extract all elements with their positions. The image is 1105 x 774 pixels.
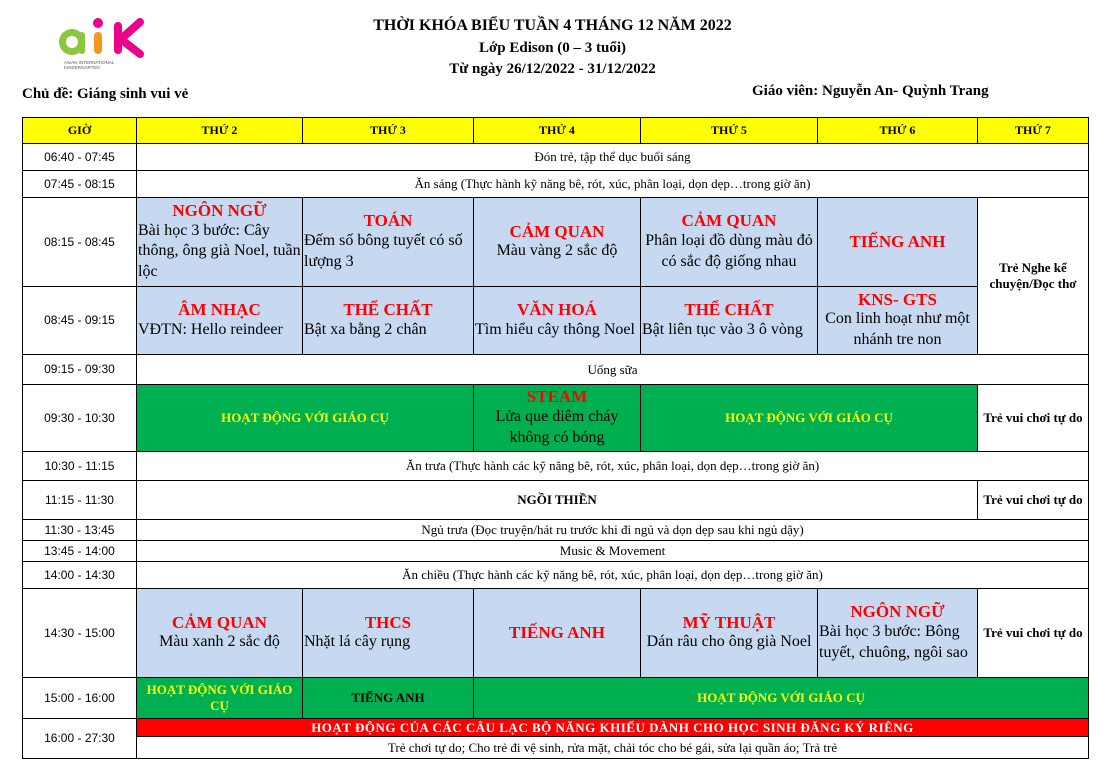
- lesson-subject: TIẾNG ANH: [509, 623, 605, 643]
- lesson-cell: [137, 589, 303, 678]
- lesson-subject: THCS: [364, 612, 412, 632]
- time-cell: 06:40 - 07:45: [23, 144, 137, 171]
- row-activity: Đón trẻ, tập thể dục buổi sáng: [137, 144, 1089, 171]
- topic-label: Chủ đề: Giáng sinh vui vẻ: [22, 86, 189, 102]
- saturday-activity: Trẻ vui chơi tự do: [978, 481, 1089, 520]
- lesson-cell: [303, 287, 474, 355]
- lesson-desc: Bài học 3 bước: Bông tuyết, chuông, ngôi sao: [819, 622, 968, 661]
- lesson-cell: [474, 287, 641, 355]
- time-cell: 13:45 - 14:00: [23, 541, 137, 562]
- lesson-subject: THỂ CHẤT: [343, 300, 433, 320]
- lesson-subject: NGÔN NGỮ: [172, 201, 267, 221]
- lesson-cell: [137, 287, 303, 355]
- lesson-subject: NGÔN NGỮ: [850, 602, 945, 622]
- lesson-cell: [818, 589, 978, 678]
- lesson-desc: Màu xanh 2 sắc độ: [159, 633, 280, 651]
- row-activity: Ngủ trưa (Đọc truyện/hát ru trước khi đi ngủ và dọn dẹp sau khi ngủ dậy): [137, 520, 1089, 541]
- activity-block: HOẠT ĐỘNG VỚI GIÁO CỤ: [474, 678, 1089, 719]
- english-block: TIẾNG ANH: [303, 678, 474, 719]
- lesson-subject: KNS- GTS: [858, 289, 937, 309]
- time-cell: 11:30 - 13:45: [23, 520, 137, 541]
- lesson-cell: [303, 198, 474, 287]
- logo-line2: KINDERGARTEN: [64, 65, 100, 70]
- time-cell: 14:30 - 15:00: [23, 589, 137, 678]
- activity-block: HOẠT ĐỘNG VỚI GIÁO CỤ: [641, 385, 978, 452]
- lesson-subject: TOÁN: [363, 211, 413, 231]
- saturday-activity: Trẻ Nghe kể chuyện/Đọc thơ: [978, 198, 1089, 355]
- lesson-desc: Nhặt lá cây rụng: [304, 633, 411, 651]
- time-cell: 10:30 - 11:15: [23, 452, 137, 481]
- lesson-desc: Bật liên tục vào 3 ô vòng: [642, 320, 803, 338]
- time-cell: 15:00 - 16:00: [23, 678, 137, 719]
- lesson-subject: CẢM QUAN: [509, 221, 605, 241]
- lesson-cell: [641, 287, 818, 355]
- column-header-wed: THỨ 4: [474, 118, 641, 144]
- table-row: [23, 385, 1089, 452]
- lesson-desc: Bài học 3 bước: Cây thông, ông già Noel, tuần lộc: [138, 221, 301, 281]
- class-name: Lớp Edison (0 – 3 tuổi): [478, 40, 627, 56]
- lesson-subject: CẢM QUAN: [681, 211, 777, 231]
- lesson-subject: MỸ THUẬT: [682, 612, 776, 632]
- time-cell: 07:45 - 08:15: [23, 171, 137, 198]
- table-row: [23, 355, 1089, 385]
- table-row: [23, 171, 1089, 198]
- date-range: Từ ngày 26/12/2022 - 31/12/2022: [449, 61, 656, 77]
- row-activity: Music & Movement: [137, 541, 1089, 562]
- table-row: [23, 452, 1089, 481]
- lesson-cell: [137, 198, 303, 287]
- lesson-cell: [303, 589, 474, 678]
- table-row: [23, 678, 1089, 719]
- row-activity: Ăn trưa (Thực hành các kỹ năng bê, rót, xúc, phân loại, dọn dẹp…trong giờ ăn): [137, 452, 1089, 481]
- lesson-cell: [818, 198, 978, 287]
- lesson-subject: ÂM NHẠC: [178, 300, 261, 320]
- table-row: [23, 481, 1089, 520]
- lesson-cell: [641, 589, 818, 678]
- lesson-desc: Màu vàng 2 sắc độ: [496, 242, 618, 260]
- lesson-subject: TIẾNG ANH: [849, 232, 946, 252]
- time-cell: 11:15 - 11:30: [23, 481, 137, 520]
- lesson-desc: Tìm hiểu cây thông Noel: [475, 320, 635, 338]
- table-row: [23, 541, 1089, 562]
- column-header-thu: THỨ 5: [641, 118, 818, 144]
- lesson-desc: Con linh hoạt như một nhánh tre non: [825, 310, 970, 349]
- activity-block: HOẠT ĐỘNG VỚI GIÁO CỤ: [137, 385, 474, 452]
- saturday-activity: Trẻ vui chơi tự do: [978, 385, 1089, 452]
- logo-letters: AIK: [54, 8, 56, 9]
- logo-line1: ASIAN INTERNATIONAL: [64, 60, 115, 65]
- timetable: [22, 117, 1089, 759]
- table-row: [23, 737, 1089, 759]
- lesson-cell: [474, 198, 641, 287]
- header-row: [23, 118, 1089, 144]
- row-activity: Uống sữa: [137, 355, 1089, 385]
- table-row: [23, 144, 1089, 171]
- column-header-fri: THỨ 6: [818, 118, 978, 144]
- time-cell: 14:00 - 14:30: [23, 562, 137, 589]
- table-row: [23, 198, 1089, 287]
- teacher-label: Giáo viên: Nguyễn An- Quỳnh Trang: [752, 83, 989, 99]
- table-row: [23, 562, 1089, 589]
- activity-block: HOẠT ĐỘNG VỚI GIÁO CỤ: [137, 678, 303, 719]
- steam-cell: [474, 385, 641, 452]
- column-header-time: GIỜ: [23, 118, 137, 144]
- lesson-desc: Đếm số bông tuyết có số lượng 3: [304, 231, 463, 270]
- row-activity: Ăn chiều (Thực hành các kỹ năng bê, rót, xúc, phân loại, dọn dẹp…trong giờ ăn): [137, 562, 1089, 589]
- table-row: [23, 287, 1089, 355]
- lesson-desc: Lửa que diêm cháy không có bóng: [495, 407, 619, 446]
- time-cell: 09:30 - 10:30: [23, 385, 137, 452]
- lesson-subject: VĂN HOÁ: [517, 300, 597, 320]
- lesson-desc: Bật xa bằng 2 chân: [304, 320, 427, 338]
- schedule-title: THỜI KHÓA BIỂU TUẦN 4 THÁNG 12 NĂM 2022: [373, 17, 732, 34]
- lesson-desc: Dán râu cho ông già Noel: [646, 633, 812, 651]
- time-cell: 08:15 - 08:45: [23, 198, 137, 287]
- club-banner: HOẠT ĐỘNG CỦA CÁC CÂU LẠC BỘ NĂNG KHIẾU DÀNH CHO HỌC SINH ĐĂNG KÝ RIÊNG: [137, 719, 1089, 737]
- time-cell: 08:45 - 09:15: [23, 287, 137, 355]
- meditation-block: NGỒI THIỀN: [137, 481, 978, 520]
- row-activity: Ăn sáng (Thực hành kỹ năng bê, rót, xúc, phân loại, dọn dẹp…trong giờ ăn): [137, 171, 1089, 198]
- column-header-tue: THỨ 3: [303, 118, 474, 144]
- lesson-cell: [641, 198, 818, 287]
- row-activity: Trẻ chơi tự do; Cho trẻ đi vệ sinh, rửa mặt, chải tóc cho bé gái, sửa lại quần áo; Trả trẻ: [137, 737, 1089, 759]
- time-cell: 16:00 - 27:30: [23, 719, 137, 759]
- column-header-sat: THỨ 7: [978, 118, 1089, 144]
- lesson-subject: THỂ CHẤT: [684, 300, 774, 320]
- lesson-desc: VĐTN: Hello reindeer: [138, 320, 283, 338]
- lesson-cell: [818, 287, 978, 355]
- time-cell: 09:15 - 09:30: [23, 355, 137, 385]
- lesson-desc: Phân loại đồ dùng màu đỏ có sắc độ giống nhau: [645, 231, 813, 270]
- column-header-mon: THỨ 2: [137, 118, 303, 144]
- table-row: [23, 719, 1089, 737]
- lesson-cell: [474, 589, 641, 678]
- lesson-subject: STEAM: [526, 387, 588, 407]
- table-row: [23, 589, 1089, 678]
- table-row: [23, 520, 1089, 541]
- lesson-subject: CẢM QUAN: [172, 612, 267, 632]
- saturday-activity: Trẻ vui chơi tự do: [978, 589, 1089, 678]
